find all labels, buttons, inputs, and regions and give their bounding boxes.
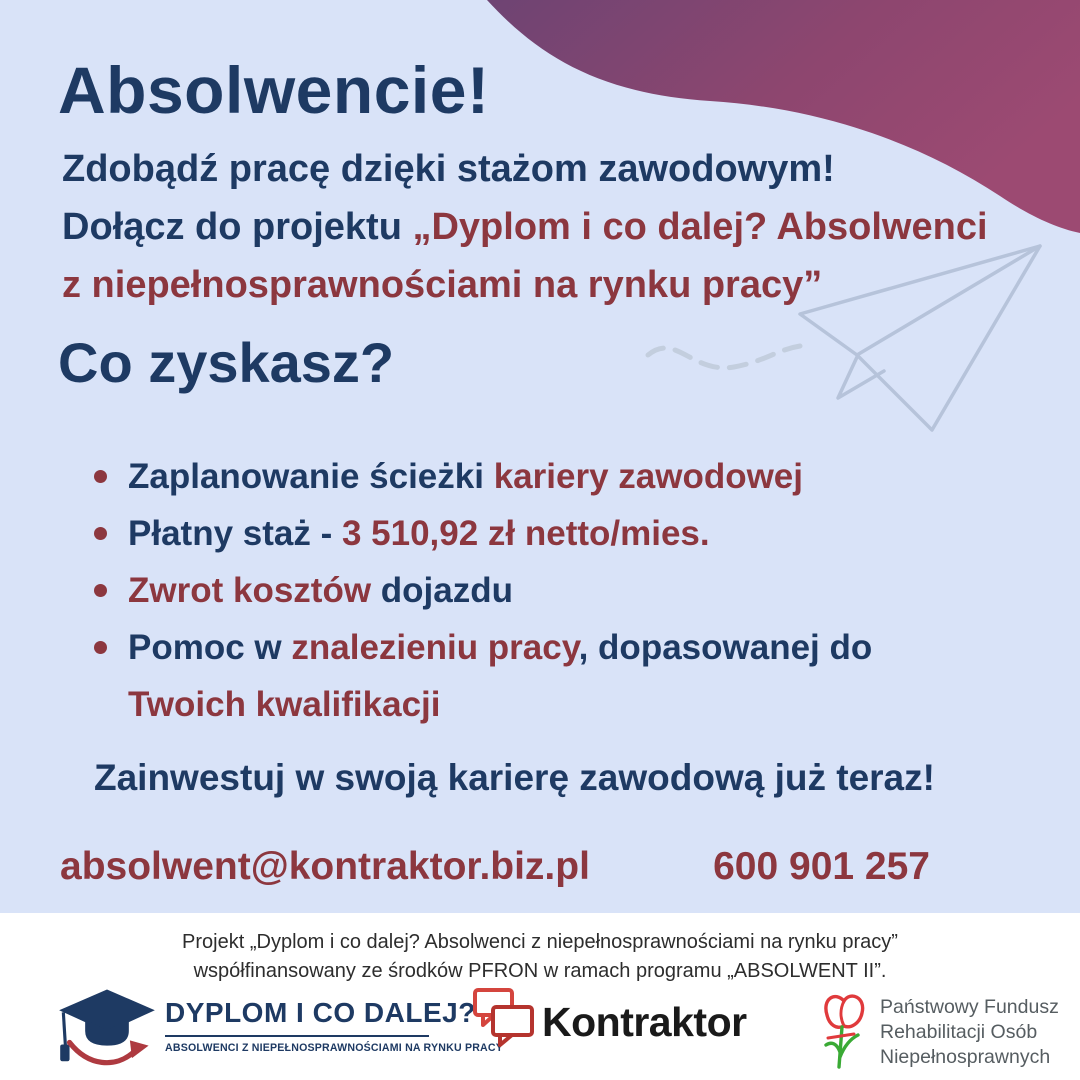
contact-email: absolwent@kontraktor.biz.pl (60, 845, 590, 888)
logo-dyplom-text (165, 985, 503, 1054)
bullet-dot (94, 527, 107, 540)
bullet-dot (94, 470, 107, 483)
subtitle-line1 (62, 140, 1022, 198)
logo-pfron (820, 989, 1059, 1071)
benefit-text: Pomoc w (128, 628, 292, 667)
list-item (94, 562, 994, 619)
footer-note-line2: współfinansowany ze środków PFRON w ramach programu „ABSOLWENT II”. (193, 960, 887, 982)
logo-dyplom-divider (165, 1035, 429, 1037)
bullet-dot (94, 641, 107, 654)
logo-pfron-line2: Rehabilitacji Osób (880, 1021, 1038, 1043)
bullet-dot (94, 584, 107, 597)
footer (0, 913, 1080, 1080)
logo-kontraktor-name: Kontraktor (542, 999, 747, 1045)
subtitle-block (62, 140, 1022, 314)
logo-pfron-text (880, 989, 1059, 1070)
benefit-text: , dopasowanej do (578, 628, 873, 667)
cta-line: Zainwestuj w swoją karierę zawodową już teraz! (94, 757, 935, 798)
footer-note (0, 928, 1080, 986)
subtitle-line3-red: z niepełnosprawnościami na rynku pracy” (62, 264, 823, 306)
tulip-icon (820, 989, 870, 1071)
page-title: Absolwencie! (58, 53, 490, 127)
subtitle-line2 (62, 198, 1022, 256)
benefit-text: dojazdu (371, 571, 513, 610)
list-item (94, 448, 994, 505)
logo-dyplom-i-co-dalej (55, 985, 503, 1075)
benefit-text: Zaplanowanie ścieżki (128, 457, 494, 496)
subtitle-line3 (62, 256, 1022, 314)
footer-note-line1: Projekt „Dyplom i co dalej? Absolwenci z niepełnosprawnościami na rynku pracy” (182, 931, 898, 953)
subtitle-line1-text: Zdobądź pracę dzięki stażom zawodowym! (62, 148, 835, 190)
logo-pfron-line1: Państwowy Fundusz (880, 996, 1059, 1018)
contact-row (60, 845, 930, 889)
list-item (94, 619, 994, 733)
logo-dyplom-title: DYPLOM I CO DALEJ? (165, 997, 476, 1028)
logo-dyplom-subtitle: ABSOLWENCI Z NIEPEŁNOSPRAWNOŚCIAMI NA RYNKU PRACY (165, 1042, 504, 1054)
benefit-highlight: Zwrot kosztów (128, 571, 372, 610)
section-heading: Co zyskasz? (58, 331, 395, 394)
benefit-highlight: znalezieniu pracy (291, 628, 579, 667)
subtitle-line2-red: „Dyplom i co dalej? Absolwenci (412, 206, 988, 248)
logo-kontraktor (472, 987, 747, 1049)
graduation-cap-icon (55, 985, 159, 1075)
speech-bubbles-icon (472, 987, 536, 1049)
benefit-highlight: kariery zawodowej (493, 457, 803, 496)
benefit-highlight: 3 510,92 zł netto/mies. (341, 514, 710, 553)
benefit-text: Płatny staż - (128, 514, 342, 553)
benefit-highlight: Twoich kwalifikacji (128, 685, 441, 724)
contact-phone: 600 901 257 (713, 845, 930, 888)
list-item (94, 505, 994, 562)
benefits-list (94, 448, 994, 733)
logo-pfron-line3: Niepełnosprawnych (880, 1046, 1051, 1068)
subtitle-line2-navy: Dołącz do projektu (62, 206, 413, 248)
